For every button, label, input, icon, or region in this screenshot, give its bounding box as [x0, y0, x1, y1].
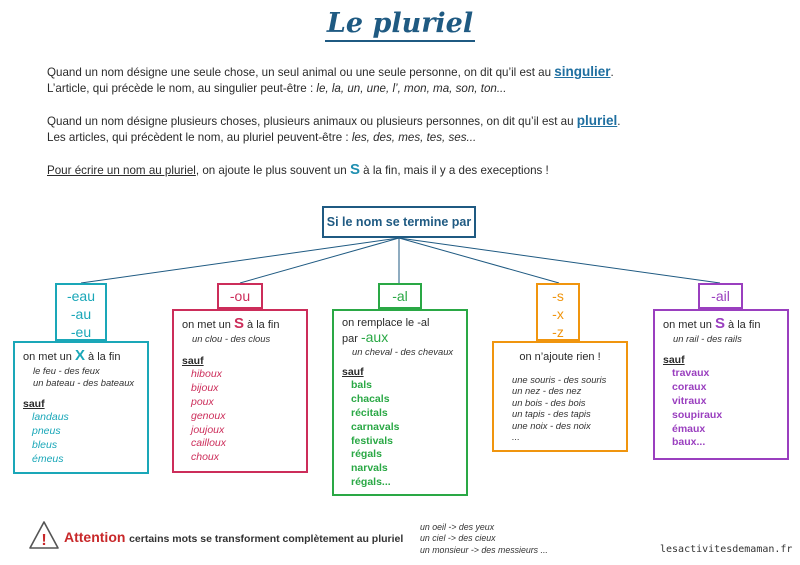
- attention-message: certains mots se transforment complètement au pluriel: [129, 533, 404, 545]
- connector-eau: [81, 238, 399, 283]
- intro-singular-articles: L’article, qui précède le nom, au singulier peut-être : le, la, un, une, l’, mon, ma, son, ton...: [47, 82, 507, 95]
- card-ail: on met un S à la fin un rail - des rails sauf travaux coraux vitraux soupiraux émaux baux...: [653, 309, 789, 460]
- tag-s-x-z: -s -x -z: [536, 283, 580, 341]
- tag-ou: -ou: [217, 283, 263, 309]
- root-node: Si le nom se termine par: [322, 206, 476, 238]
- tag-al: -al: [378, 283, 422, 309]
- tag-ail: -ail: [698, 283, 743, 309]
- connector-ou: [240, 238, 399, 283]
- attention-note: [64, 529, 403, 545]
- svg-text:!: !: [41, 532, 47, 549]
- intro-rule: Pour écrire un nom au pluriel, on ajoute le plus souvent un S à la fin, mais il y a des execeptions !: [47, 161, 549, 178]
- card-eau: on met un X à la fin le feu - des feux un bateau - des bateaux sauf landaus pneus bleus émeus: [13, 341, 149, 474]
- keyword-pluriel: pluriel: [576, 113, 618, 128]
- card-s: on n’ajoute rien ! une souris - des souris un nez - des nez un bois - des bois un tapis - des tapis une noix - des noix ...: [492, 341, 628, 452]
- site-watermark: lesactivitesdemaman.fr: [660, 544, 793, 555]
- irregular-examples: un oeil -> des yeux un ciel -> des cieux un monsieur -> des messieurs ...: [420, 522, 548, 555]
- intro-singular: Quand un nom désigne une seule chose, un seul animal ou une seule personne, on dit qu’il est au singulier.: [47, 64, 614, 79]
- connector-s: [399, 238, 559, 283]
- keyword-singulier: singulier: [554, 64, 611, 79]
- intro-plural-articles: Les articles, qui précèdent le nom, au pluriel peuvent-être : les, des, mes, tes, ses...: [47, 131, 477, 144]
- intro-plural: Quand un nom désigne plusieurs choses, plusieurs animaux ou plusieurs personnes, on dit qu’il est au pluriel.: [47, 113, 621, 128]
- connector-ail: [399, 238, 720, 283]
- page-title: Le pluriel: [0, 8, 800, 42]
- card-al: on remplace le -al par -aux un cheval - des chevaux sauf bals chacals récitals carnavals festivals régals narvals régals...: [332, 309, 468, 496]
- warning-triangle-icon: [28, 520, 60, 550]
- card-ou: on met un S à la fin un clou - des clous sauf hiboux bijoux poux genoux joujoux cailloux choux: [172, 309, 308, 473]
- attention-label: Attention: [64, 529, 126, 545]
- tag-eau-au-eu: -eau -au -eu: [55, 283, 107, 341]
